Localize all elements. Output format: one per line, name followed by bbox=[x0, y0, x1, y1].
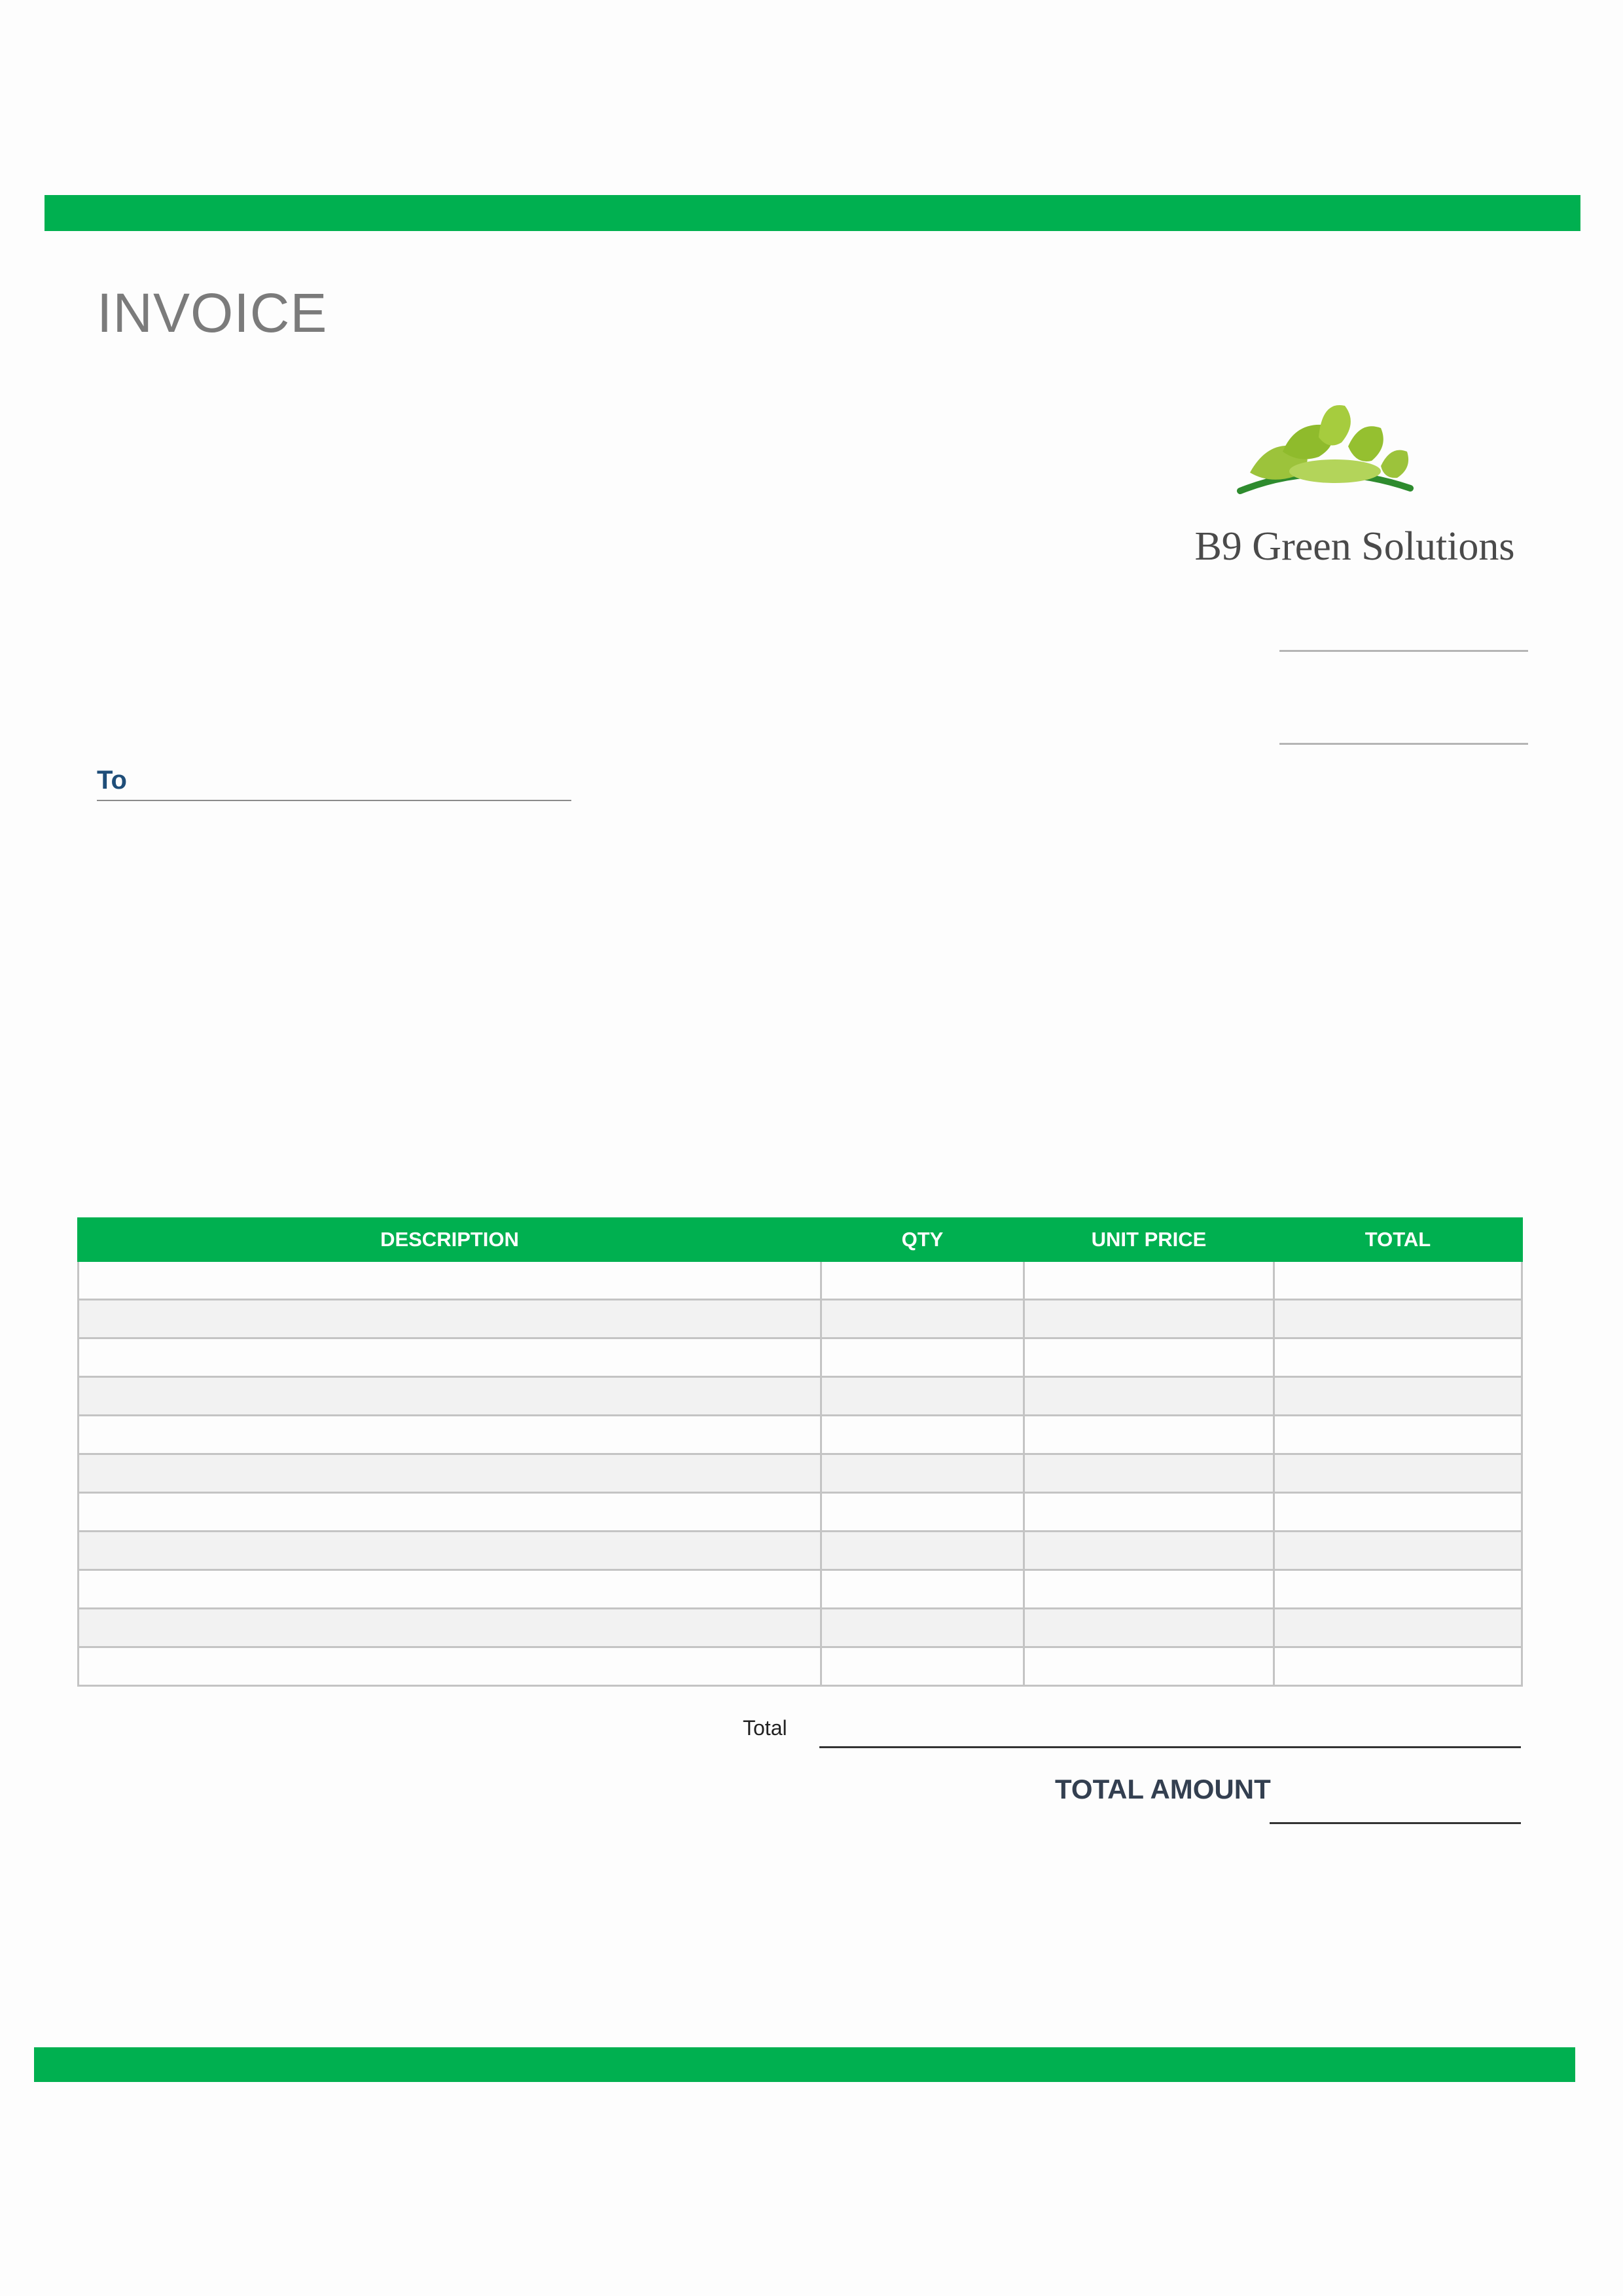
top-accent-band bbox=[45, 195, 1580, 231]
items-table bbox=[77, 1217, 1523, 1687]
total-amount-label: TOTAL AMOUNT bbox=[1055, 1774, 1271, 1804]
qty-cell[interactable] bbox=[821, 1532, 1024, 1570]
total-amount-line[interactable] bbox=[1270, 1822, 1521, 1824]
header-qty: QTY bbox=[821, 1219, 1024, 1261]
field-line-2 bbox=[1279, 743, 1528, 745]
unit-price-cell[interactable] bbox=[1024, 1570, 1274, 1609]
leaf-logo-icon bbox=[1185, 360, 1525, 524]
qty-cell[interactable] bbox=[821, 1493, 1024, 1532]
table-row bbox=[79, 1493, 1522, 1532]
total-cell[interactable] bbox=[1274, 1609, 1522, 1647]
description-cell[interactable] bbox=[79, 1416, 821, 1454]
unit-price-cell[interactable] bbox=[1024, 1261, 1274, 1300]
total-cell[interactable] bbox=[1274, 1261, 1522, 1300]
recipient-line bbox=[97, 800, 571, 801]
unit-price-cell[interactable] bbox=[1024, 1454, 1274, 1493]
description-cell[interactable] bbox=[79, 1532, 821, 1570]
qty-cell[interactable] bbox=[821, 1647, 1024, 1686]
total-line[interactable] bbox=[819, 1746, 1521, 1748]
description-cell[interactable] bbox=[79, 1609, 821, 1647]
header-total: TOTAL bbox=[1274, 1219, 1522, 1261]
page-title: INVOICE bbox=[97, 282, 328, 344]
unit-price-cell[interactable] bbox=[1024, 1377, 1274, 1416]
description-cell[interactable] bbox=[79, 1377, 821, 1416]
table-row bbox=[79, 1570, 1522, 1609]
field-line-1 bbox=[1279, 650, 1528, 652]
table-body bbox=[79, 1261, 1522, 1686]
total-label: Total bbox=[743, 1716, 787, 1740]
total-cell[interactable] bbox=[1274, 1647, 1522, 1686]
qty-cell[interactable] bbox=[821, 1300, 1024, 1338]
unit-price-cell[interactable] bbox=[1024, 1647, 1274, 1686]
description-cell[interactable] bbox=[79, 1261, 821, 1300]
bottom-accent-band bbox=[34, 2047, 1575, 2082]
qty-cell[interactable] bbox=[821, 1570, 1024, 1609]
total-cell[interactable] bbox=[1274, 1493, 1522, 1532]
total-cell[interactable] bbox=[1274, 1338, 1522, 1377]
total-cell[interactable] bbox=[1274, 1416, 1522, 1454]
qty-cell[interactable] bbox=[821, 1609, 1024, 1647]
table-row bbox=[79, 1416, 1522, 1454]
table-row bbox=[79, 1338, 1522, 1377]
total-cell[interactable] bbox=[1274, 1532, 1522, 1570]
unit-price-cell[interactable] bbox=[1024, 1493, 1274, 1532]
unit-price-cell[interactable] bbox=[1024, 1609, 1274, 1647]
total-cell[interactable] bbox=[1274, 1454, 1522, 1493]
table-row bbox=[79, 1261, 1522, 1300]
table-row bbox=[79, 1647, 1522, 1686]
company-name: B9 Green Solutions bbox=[1194, 524, 1515, 569]
total-cell[interactable] bbox=[1274, 1377, 1522, 1416]
qty-cell[interactable] bbox=[821, 1454, 1024, 1493]
unit-price-cell[interactable] bbox=[1024, 1416, 1274, 1454]
company-logo bbox=[1185, 360, 1525, 602]
table-row bbox=[79, 1300, 1522, 1338]
description-cell[interactable] bbox=[79, 1300, 821, 1338]
description-cell[interactable] bbox=[79, 1570, 821, 1609]
qty-cell[interactable] bbox=[821, 1416, 1024, 1454]
unit-price-cell[interactable] bbox=[1024, 1532, 1274, 1570]
table-row bbox=[79, 1377, 1522, 1416]
qty-cell[interactable] bbox=[821, 1338, 1024, 1377]
qty-cell[interactable] bbox=[821, 1261, 1024, 1300]
description-cell[interactable] bbox=[79, 1338, 821, 1377]
unit-price-cell[interactable] bbox=[1024, 1300, 1274, 1338]
header-unit-price: UNIT PRICE bbox=[1024, 1219, 1274, 1261]
description-cell[interactable] bbox=[79, 1454, 821, 1493]
table-header-row bbox=[79, 1219, 1522, 1261]
header-description: DESCRIPTION bbox=[79, 1219, 821, 1261]
unit-price-cell[interactable] bbox=[1024, 1338, 1274, 1377]
description-cell[interactable] bbox=[79, 1493, 821, 1532]
table-row bbox=[79, 1609, 1522, 1647]
total-cell[interactable] bbox=[1274, 1570, 1522, 1609]
table-row bbox=[79, 1532, 1522, 1570]
recipient-label: To bbox=[97, 766, 127, 795]
description-cell[interactable] bbox=[79, 1647, 821, 1686]
table-row bbox=[79, 1454, 1522, 1493]
qty-cell[interactable] bbox=[821, 1377, 1024, 1416]
total-cell[interactable] bbox=[1274, 1300, 1522, 1338]
